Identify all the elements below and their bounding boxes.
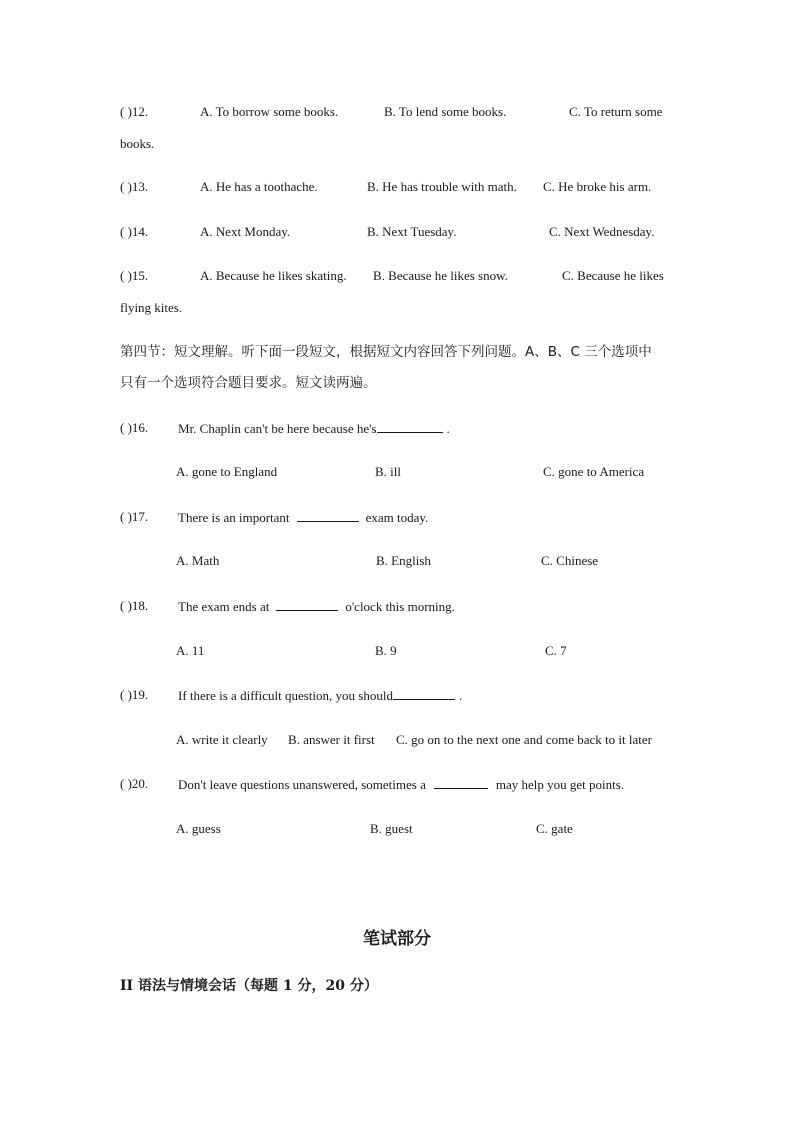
option-a: A. Math xyxy=(176,553,220,568)
option-b: B. He has trouble with math. xyxy=(367,179,517,194)
option-a: A. Next Monday. xyxy=(200,224,291,239)
option-a: A. 11 xyxy=(176,643,205,658)
section-heading-cont: 只有一个选项符合题目要求。短文读两遍。 xyxy=(120,375,377,391)
option-c: C. gate xyxy=(536,821,573,836)
question-stem: If there is a difficult question, you should . xyxy=(178,688,463,703)
part2-heading: II 语法与情境会话（每题 1 分，20 分） xyxy=(120,978,378,994)
option-c: C. Next Wednesday. xyxy=(549,224,655,239)
option-a: A. He has a toothache. xyxy=(200,179,318,194)
option-b: B. guest xyxy=(370,821,413,836)
option-a: A. guess xyxy=(176,821,221,836)
answer-paren: ( )19. xyxy=(120,687,149,702)
answer-paren: ( )12. xyxy=(120,104,149,119)
option-b: B. Because he likes snow. xyxy=(373,268,508,283)
option-b: B. ill xyxy=(375,464,402,479)
question-stem: There is an important exam today. xyxy=(178,510,429,525)
option-b: B. answer it first xyxy=(288,732,375,747)
answer-paren: ( )17. xyxy=(120,509,149,524)
question-stem: Mr. Chaplin can't be here because he's . xyxy=(178,421,450,436)
answer-blank xyxy=(276,598,338,611)
question-stem: The exam ends at o'clock this morning. xyxy=(178,599,455,614)
option-c-continued: flying kites. xyxy=(120,300,183,315)
option-a: A. To borrow some books. xyxy=(200,104,339,119)
option-c: C. gone to America xyxy=(543,464,645,479)
option-b: B. To lend some books. xyxy=(384,104,507,119)
answer-blank xyxy=(434,776,488,789)
answer-paren: ( )16. xyxy=(120,420,149,435)
option-c-continued: books. xyxy=(120,136,155,151)
option-b: B. 9 xyxy=(375,643,397,658)
option-c: C. He broke his arm. xyxy=(543,179,652,194)
answer-paren: ( )14. xyxy=(120,224,149,239)
answer-blank xyxy=(297,509,359,522)
answer-paren: ( )20. xyxy=(120,776,149,791)
option-c: C. Because he likes xyxy=(562,268,664,283)
answer-paren: ( )15. xyxy=(120,268,149,283)
answer-paren: ( )18. xyxy=(120,598,149,613)
option-c: C. go on to the next one and come back to it later xyxy=(396,732,652,747)
answer-blank xyxy=(393,687,455,700)
answer-paren: ( )13. xyxy=(120,179,149,194)
option-c: C. To return some xyxy=(569,104,663,119)
option-b: B. Next Tuesday. xyxy=(367,224,457,239)
written-part-title: 笔试部分 xyxy=(363,929,431,949)
answer-blank xyxy=(377,420,443,433)
section-heading: 第四节：短文理解。听下面一段短文，根据短文内容回答下列问题。A、B、C 三个选项中 xyxy=(120,344,652,360)
option-a: A. Because he likes skating. xyxy=(200,268,347,283)
option-c: C. 7 xyxy=(545,643,567,658)
question-stem: Don't leave questions unanswered, sometimes a may help you get points. xyxy=(178,777,625,792)
option-c: C. Chinese xyxy=(541,553,599,568)
option-a: A. gone to England xyxy=(176,464,278,479)
option-a: A. write it clearly xyxy=(176,732,268,747)
option-b: B. English xyxy=(376,553,431,568)
